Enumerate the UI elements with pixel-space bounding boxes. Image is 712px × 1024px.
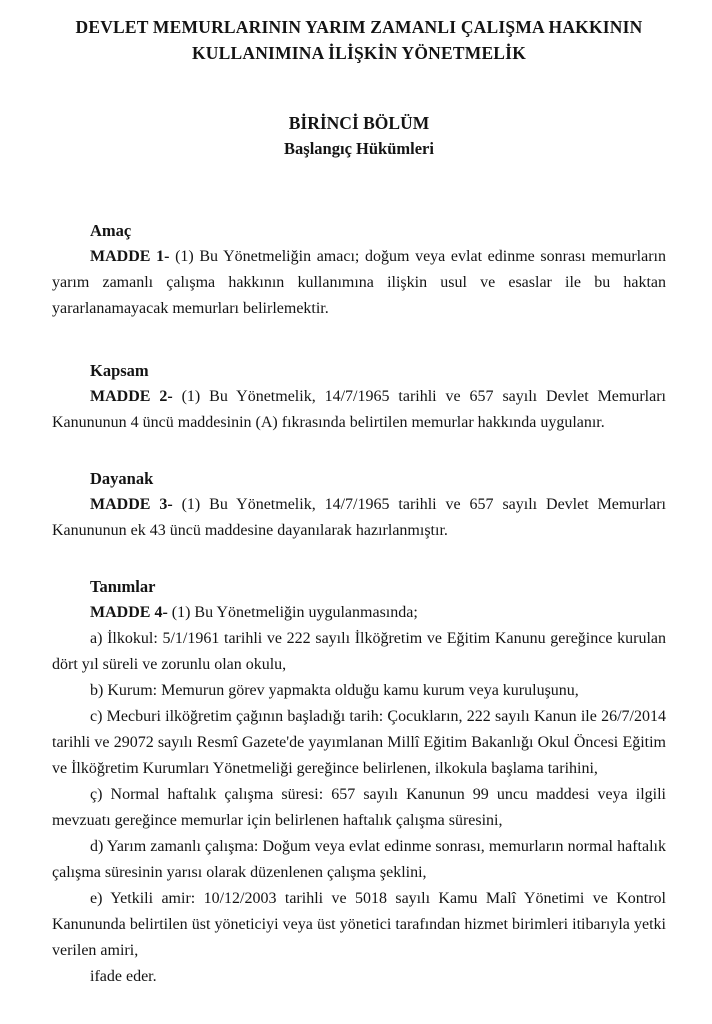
closing-phrase <box>52 964 666 990</box>
madde-2-label: MADDE 2- <box>90 388 173 405</box>
madde-3-text: (1) Bu Yönetmelik, 14/7/1965 tarihli ve 657 sayılı Devlet Memurları Kanununun ek 43 üncü maddesine dayanılarak hazırlanmıştır. <box>52 496 667 539</box>
paragraph-madde-2 <box>52 384 666 436</box>
madde-1-text: (1) Bu Yönetmeliğin amacı; doğum veya evlat edinme sonrası memurların yarım zamanlı çalışma hakkının kullanımına ilişkin usul ve esaslar ile bu haktan yararlanamayacak memurları belirlemektir. <box>52 248 667 317</box>
madde-4-label: MADDE 4- <box>90 604 168 621</box>
definition-item-b-text: b) Kurum: Memurun görev yapmakta olduğu kamu kurum veya kuruluşunu, <box>90 682 579 699</box>
definition-item-a-text: a) İlkokul: 5/1/1961 tarihli ve 222 sayılı İlköğretim ve Eğitim Kanunu gereğince kurulan dört yıl süreli ve zorunlu olan okulu, <box>52 630 666 673</box>
definition-item-e-text: e) Yetkili amir: 10/12/2003 tarihli ve 5018 sayılı Kamu Malî Yönetimi ve Kontrol Kanununda belirtilen üst yöneticiyi veya üst yönetici tarafından hizmet birimleri itibarıyla yetki verilen amiri, <box>52 890 666 959</box>
definition-item-c <box>52 704 666 782</box>
section-heading-amac: Amaç <box>90 221 132 240</box>
madde-1-label: MADDE 1- <box>90 248 170 265</box>
chapter-subheading: Başlangıç Hükümleri <box>284 139 434 158</box>
definition-item-a <box>52 626 666 678</box>
closing-phrase-text: ifade eder. <box>90 968 157 985</box>
definition-item-cc <box>52 782 666 834</box>
document-title <box>52 14 666 66</box>
section-heading-tanimlar: Tanımlar <box>90 577 156 596</box>
definition-item-cc-text: ç) Normal haftalık çalışma süresi: 657 sayılı Kanunun 99 uncu maddesi veya ilgili mevzuatı gereğince memurlar için belirlenen haftalık çalışma süresini, <box>52 786 666 829</box>
madde-3-label: MADDE 3- <box>90 496 173 513</box>
document-title-line-1: DEVLET MEMURLARININ YARIM ZAMANLI ÇALIŞMA HAKKININ <box>75 17 643 37</box>
chapter-heading: BİRİNCİ BÖLÜM <box>288 113 430 133</box>
section-amac <box>52 218 666 322</box>
paragraph-madde-3 <box>52 492 666 544</box>
definition-item-d-text: d) Yarım zamanlı çalışma: Doğum veya evlat edinme sonrası, memurların normal haftalık çalışma süresinin yarısı olarak düzenlenen çalışma şeklini, <box>52 838 666 881</box>
madde-2-text: (1) Bu Yönetmelik, 14/7/1965 tarihli ve 657 sayılı Devlet Memurları Kanununun 4 üncü maddesinin (A) fıkrasında belirtilen memurlar hakkında uygulanır. <box>52 388 667 431</box>
section-heading-kapsam: Kapsam <box>90 361 149 380</box>
definition-item-d <box>52 834 666 886</box>
chapter-block <box>52 110 666 162</box>
document-title-line-2: KULLANIMINA İLİŞKİN YÖNETMELİK <box>191 43 527 63</box>
madde-4-text: (1) Bu Yönetmeliğin uygulanmasında; <box>167 604 418 621</box>
definition-item-e <box>52 886 666 964</box>
paragraph-madde-1 <box>52 244 666 322</box>
definition-item-c-text: c) Mecburi ilköğretim çağının başladığı tarih: Çocukların, 222 sayılı Kanun ile 26/7/2014 tarihli ve 29072 sayılı Resmî Gazete'de yayımlanan Millî Eğitim Bakanlığı Okul Öncesi Eğitim ve İlköğretim Kurumları Yönetmeliği gereğince belirlenen, ilkokula başlama tarihini, <box>52 708 666 777</box>
section-kapsam <box>52 358 666 436</box>
paragraph-madde-4 <box>52 600 666 626</box>
section-dayanak <box>52 466 666 544</box>
definition-item-b <box>52 678 666 704</box>
section-heading-dayanak: Dayanak <box>90 469 154 488</box>
section-tanimlar <box>52 574 666 990</box>
